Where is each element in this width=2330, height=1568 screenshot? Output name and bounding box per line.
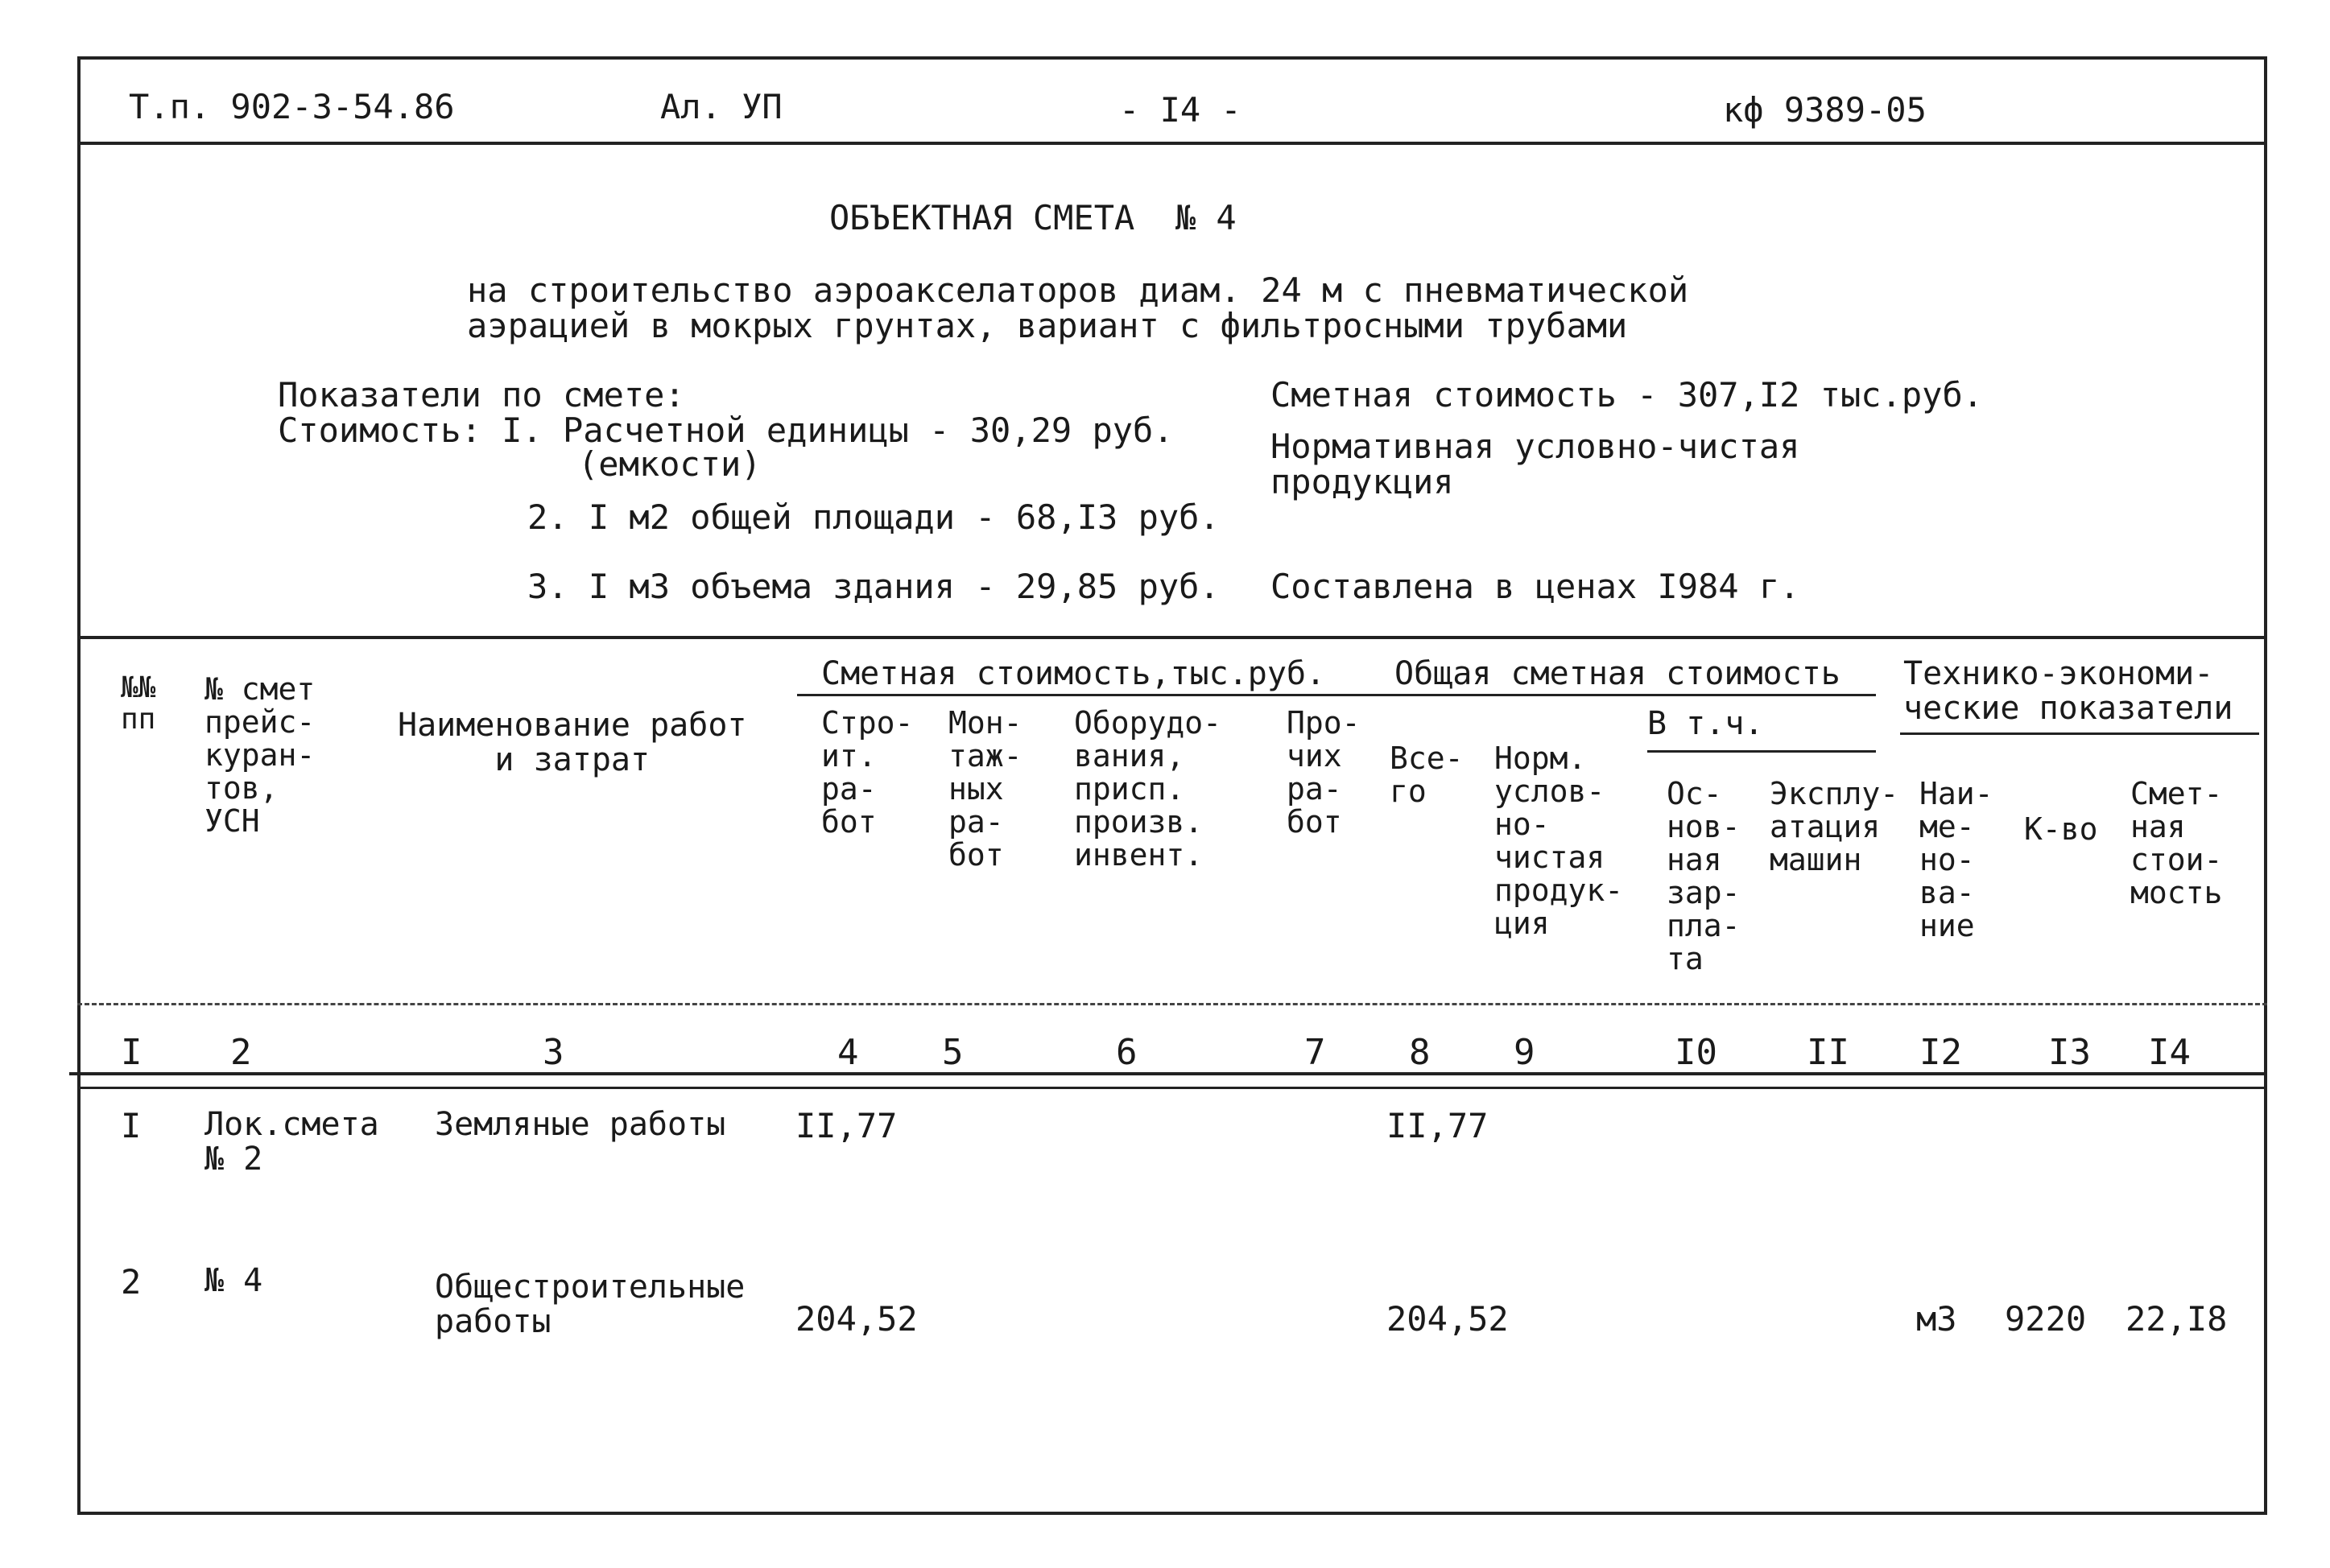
col-number-underline <box>69 1072 2267 1075</box>
page-number: - I4 - <box>1119 90 1241 130</box>
indicator-unit-note: (емкости) <box>578 444 762 484</box>
col-head-including: В т.ч. <box>1647 705 1764 742</box>
group-head-estimate-cost: Сметная стоимость,тыс.руб. <box>821 655 1326 692</box>
col-number-8: 8 <box>1409 1032 1431 1073</box>
row-1-reference: Лок.смета № 2 <box>204 1106 379 1178</box>
col-head-machine-operation: Эксплу- атация машин <box>1770 776 1899 878</box>
group-head-tech: Технико-экономи- ческие показатели <box>1903 655 2233 728</box>
estimate-title: ОБЪЕКТНАЯ СМЕТА № 4 <box>829 198 1237 237</box>
row-2-total-cost: 204,52 <box>1386 1299 1509 1339</box>
row-1-number: I <box>121 1106 142 1145</box>
row-2-unit-cost: 22,I8 <box>2126 1299 2228 1339</box>
col-head-total: Все- го <box>1390 741 1464 810</box>
row-2-quantity: 9220 <box>2005 1299 2087 1339</box>
row-2-work-name: Общестроительные работы <box>435 1269 746 1341</box>
indicator-area-cost: 2. I м2 общей площади - 68,I3 руб. <box>527 497 1220 537</box>
head-dashed-divider <box>77 1003 2267 1005</box>
estimate-subject-line-1: на строительство аэроакселаторов диам. 24 м с пневматической <box>467 270 1689 310</box>
col-number-4: 4 <box>837 1032 859 1073</box>
group-head-underline <box>797 694 1876 696</box>
album-number: Ал. УП <box>660 87 783 126</box>
row-2-unit: м3 <box>1916 1299 1957 1339</box>
col-number-3: 3 <box>543 1032 564 1073</box>
row-1-work-name: Земляные работы <box>435 1106 726 1143</box>
col-number-14: I4 <box>2148 1032 2191 1073</box>
col-number-9: 9 <box>1514 1032 1535 1073</box>
col-head-reference: № смет прейс- куран- тов, УСН <box>204 671 316 840</box>
row-2-number: 2 <box>121 1262 142 1302</box>
col-head-normative-product: Норм. услов- но- чистая продук- ция <box>1494 741 1624 942</box>
price-base-year: Составлена в ценах I984 г. <box>1270 567 1800 606</box>
normative-product-line-2: продукция <box>1270 462 1454 501</box>
indicator-heading: Показатели по смете: <box>278 375 685 415</box>
header-divider <box>77 142 2267 145</box>
row-1-construction-cost: II,77 <box>795 1106 898 1145</box>
indicator-unit-cost: Стоимость: I. Расчетной единицы - 30,29 руб. <box>278 411 1174 450</box>
including-underline <box>1647 750 1876 753</box>
col-head-other: Про- чих ра- бот <box>1287 705 1361 840</box>
col-number-7: 7 <box>1304 1032 1326 1073</box>
col-number-12: I2 <box>1919 1032 1962 1073</box>
col-head-work-name: Наименование работ и затрат <box>398 707 747 779</box>
estimate-subject-line-2: аэрацией в мокрых грунтах, вариант с фильтросными трубами <box>467 306 1628 345</box>
col-head-unit-cost: Смет- ная стои- мость <box>2130 776 2223 911</box>
col-number-5: 5 <box>942 1032 964 1073</box>
col-number-11: II <box>1807 1032 1849 1073</box>
normative-product-line-1: Нормативная условно-чистая <box>1270 427 1800 466</box>
col-head-unit-name: Наи- ме- но- ва- ние <box>1919 776 1993 944</box>
col-number-2: 2 <box>230 1032 252 1073</box>
col-head-installation: Мон- таж- ных ра- бот <box>948 705 1022 873</box>
col-head-base-salary: Ос- нов- ная зар- пла- та <box>1667 776 1741 977</box>
row-2-construction-cost: 204,52 <box>795 1299 918 1339</box>
col-head-equipment: Оборудо- вания, присп. произв. инвент. <box>1074 705 1222 873</box>
total-estimate-cost: Сметная стоимость - 307,I2 тыс.руб. <box>1270 375 1984 415</box>
group-head-total-cost: Общая сметная стоимость <box>1394 655 1840 692</box>
col-number-1: I <box>121 1032 143 1073</box>
col-head-row-number: №№ пп <box>121 671 156 736</box>
col-number-13: I3 <box>2048 1032 2091 1073</box>
row-1-total-cost: II,77 <box>1386 1106 1489 1145</box>
col-head-quantity: К-во <box>2024 811 2098 847</box>
doc-number: Т.п. 902-3-54.86 <box>129 87 455 126</box>
body-top-divider <box>77 1087 2267 1089</box>
title-divider <box>77 636 2267 639</box>
row-2-reference: № 4 <box>204 1262 263 1299</box>
indicator-volume-cost: 3. I м3 объема здания - 29,85 руб. <box>527 567 1220 606</box>
col-head-construction: Стро- ит. ра- бот <box>821 705 914 840</box>
col-number-10: I0 <box>1675 1032 1717 1073</box>
col-number-6: 6 <box>1116 1032 1138 1073</box>
archive-code: кф 9389-05 <box>1723 90 1927 130</box>
tech-head-underline <box>1900 732 2259 735</box>
